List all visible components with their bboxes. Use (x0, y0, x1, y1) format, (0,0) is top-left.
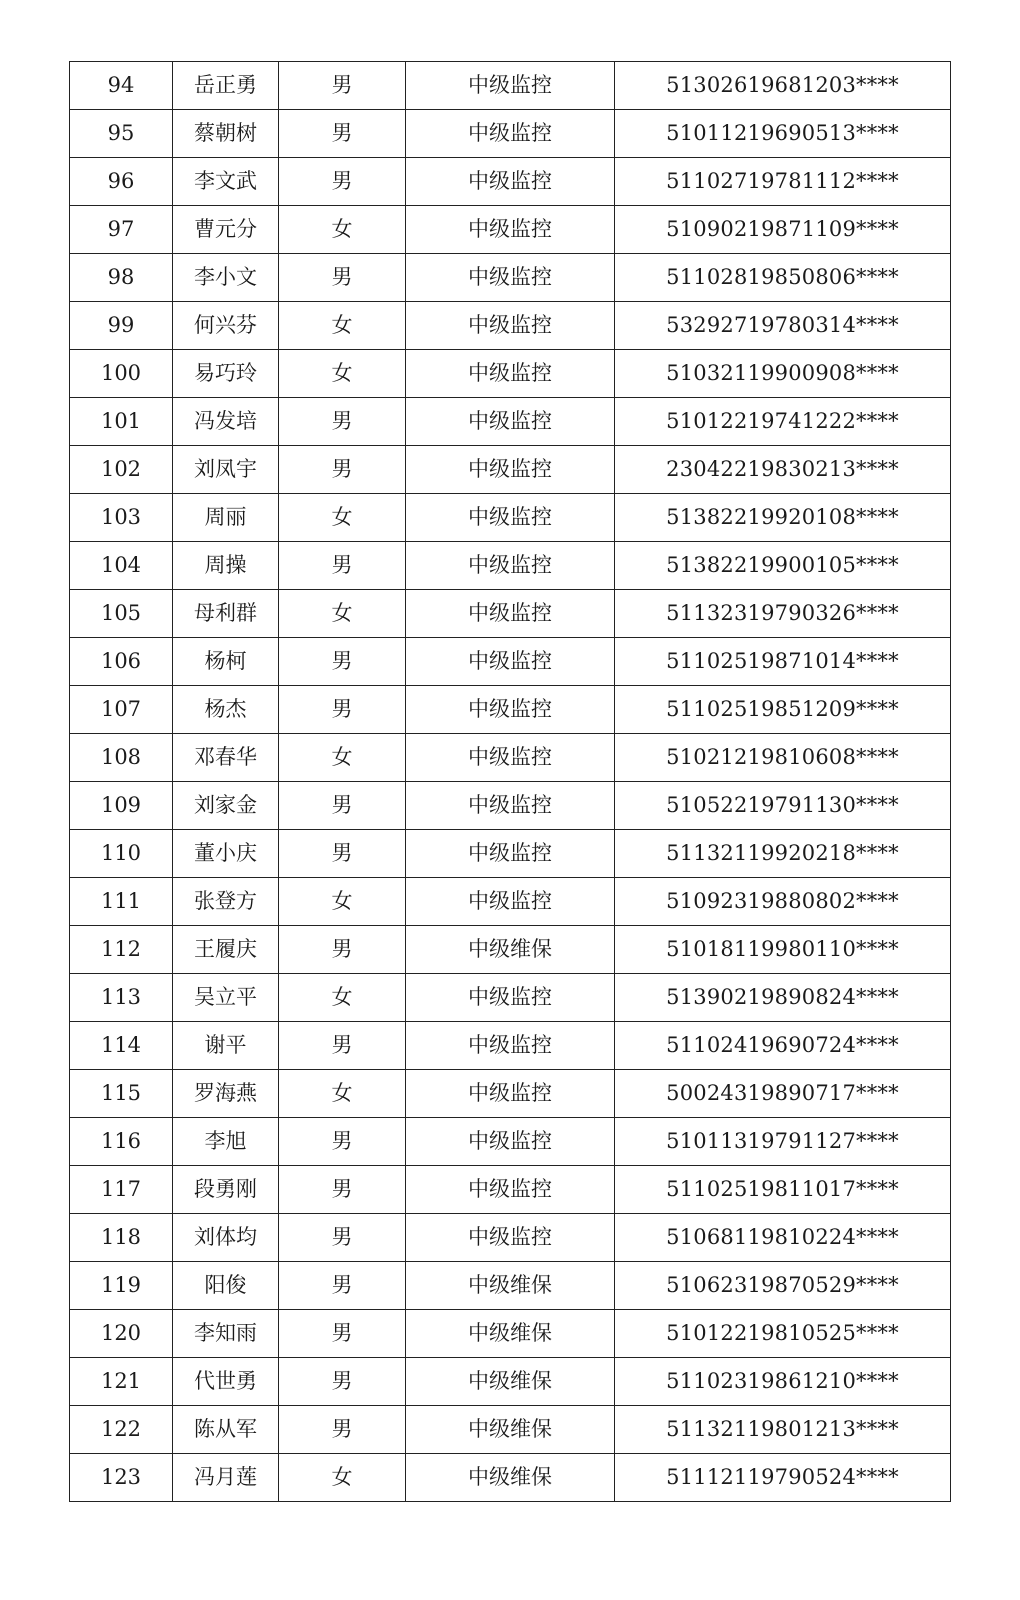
name-cell: 李文武 (173, 158, 279, 206)
gender-cell: 女 (279, 734, 406, 782)
row-number-cell: 122 (70, 1406, 173, 1454)
id-number-cell: 51382219920108**** (615, 494, 951, 542)
level-cell: 中级监控 (406, 638, 615, 686)
id-number-cell: 51132319790326**** (615, 590, 951, 638)
level-cell: 中级监控 (406, 734, 615, 782)
level-cell: 中级监控 (406, 1118, 615, 1166)
table-row (70, 1310, 951, 1358)
gender-cell: 女 (279, 1070, 406, 1118)
name-cell: 董小庆 (173, 830, 279, 878)
gender-cell: 女 (279, 302, 406, 350)
row-number-cell: 95 (70, 110, 173, 158)
row-number-cell: 111 (70, 878, 173, 926)
row-number-cell: 120 (70, 1310, 173, 1358)
level-cell: 中级监控 (406, 350, 615, 398)
level-cell: 中级监控 (406, 398, 615, 446)
roster-table-body (70, 62, 951, 1502)
row-number-cell: 118 (70, 1214, 173, 1262)
level-cell: 中级监控 (406, 302, 615, 350)
table-row (70, 638, 951, 686)
name-cell: 周操 (173, 542, 279, 590)
name-cell: 罗海燕 (173, 1070, 279, 1118)
name-cell: 曹元分 (173, 206, 279, 254)
name-cell: 母利群 (173, 590, 279, 638)
name-cell: 段勇刚 (173, 1166, 279, 1214)
gender-cell: 男 (279, 1310, 406, 1358)
row-number-cell: 113 (70, 974, 173, 1022)
row-number-cell: 103 (70, 494, 173, 542)
level-cell: 中级监控 (406, 1070, 615, 1118)
gender-cell: 男 (279, 1022, 406, 1070)
table-row (70, 350, 951, 398)
name-cell: 李小文 (173, 254, 279, 302)
row-number-cell: 116 (70, 1118, 173, 1166)
table-row (70, 446, 951, 494)
row-number-cell: 94 (70, 62, 173, 110)
table-row (70, 1406, 951, 1454)
table-row (70, 734, 951, 782)
gender-cell: 男 (279, 446, 406, 494)
gender-cell: 男 (279, 638, 406, 686)
row-number-cell: 99 (70, 302, 173, 350)
row-number-cell: 123 (70, 1454, 173, 1502)
gender-cell: 女 (279, 206, 406, 254)
id-number-cell: 53292719780314**** (615, 302, 951, 350)
gender-cell: 男 (279, 1406, 406, 1454)
id-number-cell: 51390219890824**** (615, 974, 951, 1022)
table-row (70, 1070, 951, 1118)
id-number-cell: 51052219791130**** (615, 782, 951, 830)
table-row (70, 1214, 951, 1262)
gender-cell: 男 (279, 542, 406, 590)
id-number-cell: 51102319861210**** (615, 1358, 951, 1406)
name-cell: 张登方 (173, 878, 279, 926)
level-cell: 中级监控 (406, 62, 615, 110)
table-row (70, 254, 951, 302)
table-row (70, 1166, 951, 1214)
row-number-cell: 121 (70, 1358, 173, 1406)
row-number-cell: 112 (70, 926, 173, 974)
level-cell: 中级监控 (406, 590, 615, 638)
level-cell: 中级监控 (406, 158, 615, 206)
table-row (70, 542, 951, 590)
name-cell: 陈从军 (173, 1406, 279, 1454)
row-number-cell: 101 (70, 398, 173, 446)
name-cell: 杨柯 (173, 638, 279, 686)
gender-cell: 男 (279, 782, 406, 830)
id-number-cell: 51012219741222**** (615, 398, 951, 446)
id-number-cell: 51382219900105**** (615, 542, 951, 590)
level-cell: 中级监控 (406, 1022, 615, 1070)
row-number-cell: 119 (70, 1262, 173, 1310)
name-cell: 李旭 (173, 1118, 279, 1166)
id-number-cell: 51302619681203**** (615, 62, 951, 110)
gender-cell: 男 (279, 830, 406, 878)
gender-cell: 女 (279, 878, 406, 926)
name-cell: 刘家金 (173, 782, 279, 830)
name-cell: 李知雨 (173, 1310, 279, 1358)
id-number-cell: 51062319870529**** (615, 1262, 951, 1310)
id-number-cell: 51090219871109**** (615, 206, 951, 254)
row-number-cell: 106 (70, 638, 173, 686)
name-cell: 岳正勇 (173, 62, 279, 110)
id-number-cell: 51092319880802**** (615, 878, 951, 926)
row-number-cell: 117 (70, 1166, 173, 1214)
table-row (70, 686, 951, 734)
level-cell: 中级监控 (406, 254, 615, 302)
name-cell: 易巧玲 (173, 350, 279, 398)
table-row (70, 110, 951, 158)
id-number-cell: 51112119790524**** (615, 1454, 951, 1502)
table-row (70, 926, 951, 974)
gender-cell: 男 (279, 398, 406, 446)
table-row (70, 1118, 951, 1166)
id-number-cell: 51102419690724**** (615, 1022, 951, 1070)
gender-cell: 男 (279, 62, 406, 110)
row-number-cell: 114 (70, 1022, 173, 1070)
gender-cell: 女 (279, 1454, 406, 1502)
id-number-cell: 51021219810608**** (615, 734, 951, 782)
gender-cell: 男 (279, 926, 406, 974)
name-cell: 刘体均 (173, 1214, 279, 1262)
name-cell: 杨杰 (173, 686, 279, 734)
name-cell: 冯发培 (173, 398, 279, 446)
gender-cell: 男 (279, 1358, 406, 1406)
name-cell: 代世勇 (173, 1358, 279, 1406)
level-cell: 中级监控 (406, 878, 615, 926)
gender-cell: 男 (279, 1262, 406, 1310)
table-row (70, 1022, 951, 1070)
id-number-cell: 51102519871014**** (615, 638, 951, 686)
id-number-cell: 51032119900908**** (615, 350, 951, 398)
name-cell: 邓春华 (173, 734, 279, 782)
gender-cell: 男 (279, 110, 406, 158)
table-row (70, 878, 951, 926)
gender-cell: 男 (279, 254, 406, 302)
table-row (70, 974, 951, 1022)
table-row (70, 398, 951, 446)
level-cell: 中级监控 (406, 542, 615, 590)
level-cell: 中级监控 (406, 446, 615, 494)
row-number-cell: 97 (70, 206, 173, 254)
id-number-cell: 51132119801213**** (615, 1406, 951, 1454)
gender-cell: 男 (279, 1214, 406, 1262)
table-row (70, 830, 951, 878)
table-row (70, 1454, 951, 1502)
name-cell: 谢平 (173, 1022, 279, 1070)
gender-cell: 女 (279, 974, 406, 1022)
gender-cell: 女 (279, 494, 406, 542)
name-cell: 吴立平 (173, 974, 279, 1022)
table-row (70, 1262, 951, 1310)
level-cell: 中级监控 (406, 110, 615, 158)
level-cell: 中级监控 (406, 494, 615, 542)
level-cell: 中级维保 (406, 1454, 615, 1502)
level-cell: 中级维保 (406, 1310, 615, 1358)
table-row (70, 494, 951, 542)
name-cell: 何兴芬 (173, 302, 279, 350)
table-row (70, 1358, 951, 1406)
row-number-cell: 115 (70, 1070, 173, 1118)
row-number-cell: 96 (70, 158, 173, 206)
row-number-cell: 98 (70, 254, 173, 302)
row-number-cell: 110 (70, 830, 173, 878)
table-row (70, 62, 951, 110)
level-cell: 中级维保 (406, 1406, 615, 1454)
level-cell: 中级监控 (406, 1166, 615, 1214)
id-number-cell: 51102519811017**** (615, 1166, 951, 1214)
gender-cell: 男 (279, 1166, 406, 1214)
level-cell: 中级监控 (406, 974, 615, 1022)
id-number-cell: 51102519851209**** (615, 686, 951, 734)
id-number-cell: 51011319791127**** (615, 1118, 951, 1166)
table-row (70, 590, 951, 638)
id-number-cell: 51102819850806**** (615, 254, 951, 302)
level-cell: 中级监控 (406, 686, 615, 734)
row-number-cell: 100 (70, 350, 173, 398)
name-cell: 刘凤宇 (173, 446, 279, 494)
table-row (70, 782, 951, 830)
gender-cell: 男 (279, 158, 406, 206)
name-cell: 阳俊 (173, 1262, 279, 1310)
id-number-cell: 23042219830213**** (615, 446, 951, 494)
name-cell: 王履庆 (173, 926, 279, 974)
name-cell: 周丽 (173, 494, 279, 542)
gender-cell: 女 (279, 590, 406, 638)
row-number-cell: 105 (70, 590, 173, 638)
id-number-cell: 51068119810224**** (615, 1214, 951, 1262)
id-number-cell: 51012219810525**** (615, 1310, 951, 1358)
gender-cell: 男 (279, 686, 406, 734)
gender-cell: 女 (279, 350, 406, 398)
level-cell: 中级监控 (406, 1214, 615, 1262)
level-cell: 中级维保 (406, 1358, 615, 1406)
table-row (70, 302, 951, 350)
name-cell: 冯月莲 (173, 1454, 279, 1502)
row-number-cell: 102 (70, 446, 173, 494)
id-number-cell: 51018119980110**** (615, 926, 951, 974)
row-number-cell: 107 (70, 686, 173, 734)
id-number-cell: 50024319890717**** (615, 1070, 951, 1118)
roster-table (69, 61, 951, 1502)
row-number-cell: 109 (70, 782, 173, 830)
row-number-cell: 104 (70, 542, 173, 590)
gender-cell: 男 (279, 1118, 406, 1166)
id-number-cell: 51011219690513**** (615, 110, 951, 158)
table-row (70, 158, 951, 206)
id-number-cell: 51102719781112**** (615, 158, 951, 206)
name-cell: 蔡朝树 (173, 110, 279, 158)
level-cell: 中级监控 (406, 206, 615, 254)
level-cell: 中级维保 (406, 1262, 615, 1310)
level-cell: 中级维保 (406, 926, 615, 974)
level-cell: 中级监控 (406, 830, 615, 878)
table-row (70, 206, 951, 254)
row-number-cell: 108 (70, 734, 173, 782)
id-number-cell: 51132119920218**** (615, 830, 951, 878)
level-cell: 中级监控 (406, 782, 615, 830)
